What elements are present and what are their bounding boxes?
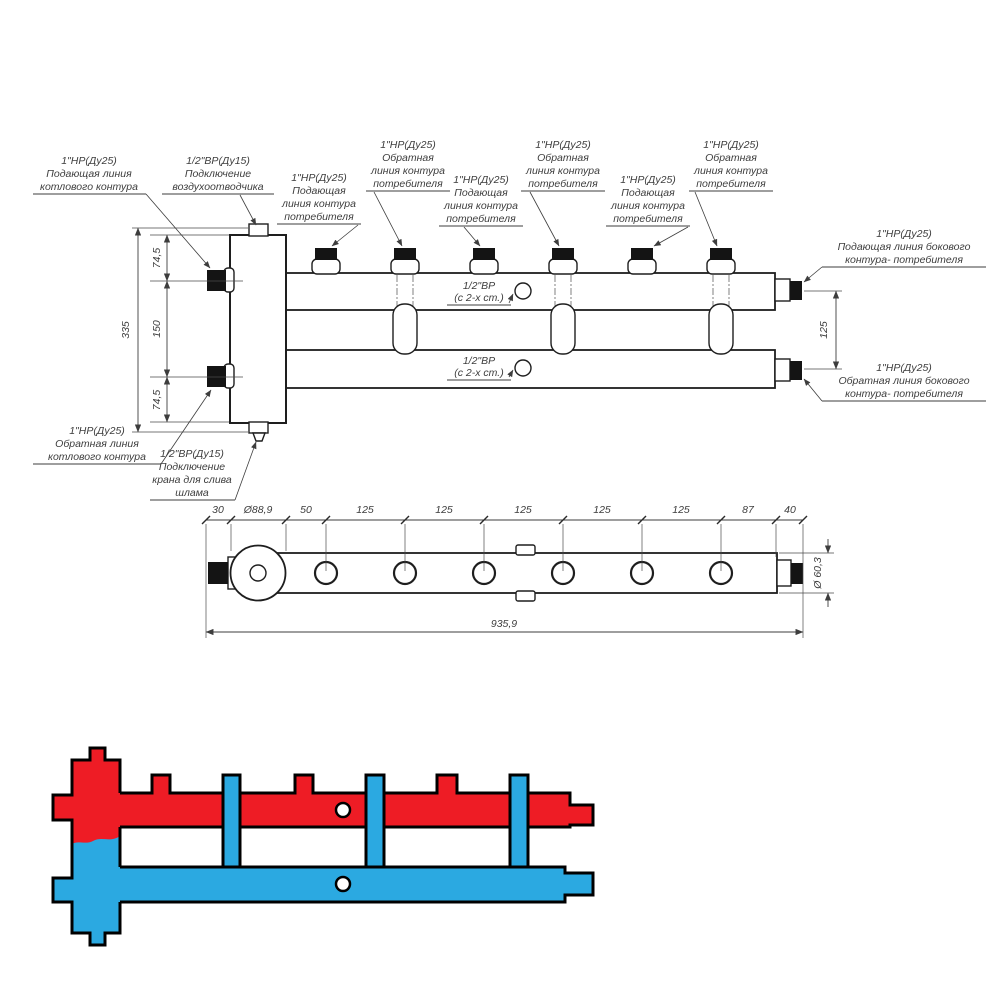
side-view-drawing	[207, 224, 802, 441]
drain-fitting	[249, 422, 268, 433]
consumer-ports	[312, 248, 735, 274]
callout-text: линия контура	[694, 165, 768, 177]
callout-text: Обратная линия	[55, 438, 139, 450]
callout-text: котлового контура	[39, 181, 139, 193]
callout-text: Обратная линия бокового	[838, 375, 970, 387]
callout-text: контура- потребителя	[845, 254, 963, 266]
supply-right-stub-fill	[570, 805, 593, 825]
callout-text: потребителя	[696, 178, 766, 190]
riser-2-fill	[366, 775, 384, 867]
riser-3	[709, 304, 733, 354]
callout-consumer-supply-2	[439, 174, 523, 246]
callout-text: Подающая	[292, 185, 346, 197]
callout-text: 1/2"ВР(Ду15)	[160, 448, 224, 460]
port-2-thread	[394, 248, 416, 260]
flow-schematic	[53, 748, 593, 945]
separator-body	[230, 235, 286, 423]
boiler-supply-stub-fill	[53, 795, 72, 820]
dim-side-ports-spacing: 125	[818, 321, 830, 339]
port-6-thread	[710, 248, 732, 260]
callout-text: Подключение	[184, 168, 252, 180]
dim-seg5: 125	[435, 504, 453, 516]
callout-text: котлового контура	[47, 451, 147, 463]
dim-seg3: 50	[300, 504, 312, 516]
callout-consumer-supply-3	[606, 174, 690, 246]
callout-text: потребителя	[446, 213, 516, 225]
dim-seg1: 30	[212, 504, 224, 516]
top-view-drawing	[208, 545, 803, 601]
callout-consumer-return-3	[689, 139, 773, 246]
side-supply-thread	[790, 281, 802, 300]
callout-consumer-return-1	[366, 139, 450, 246]
gauge-boss-return	[515, 360, 531, 376]
separator-inner-circle	[250, 565, 266, 581]
dim-bottom-offset: 74,5	[151, 389, 163, 411]
port-4-thread	[552, 248, 574, 260]
callout-text: Обратная	[537, 152, 589, 164]
riser-1	[393, 304, 417, 354]
callout-text: 1"НР(Ду25)	[69, 425, 125, 437]
riser-2	[551, 304, 575, 354]
callout-text: линия контура	[444, 200, 518, 212]
boiler-return-stub-fill	[53, 878, 72, 902]
callout-text: потребителя	[284, 211, 354, 223]
dim-seg10: 40	[784, 504, 796, 516]
callout-text: потребителя	[613, 213, 683, 225]
boiler-return-thread	[207, 366, 226, 387]
callout-consumer-return-2	[521, 139, 605, 246]
callout-text: линия контура	[371, 165, 445, 177]
dim-total-length: 935,9	[490, 618, 518, 630]
dim-seg7: 125	[593, 504, 611, 516]
port-1-thread	[315, 248, 337, 260]
callout-side-supply	[804, 228, 986, 282]
callout-text: 1"НР(Ду25)	[535, 139, 591, 151]
callout-text: 1"НР(Ду25)	[61, 155, 117, 167]
callout-text: Подключение	[158, 461, 226, 473]
separator-supply-fill	[72, 760, 120, 844]
right-port-thread	[791, 563, 803, 584]
callout-text: Обратная	[382, 152, 434, 164]
callout-text: шлама	[175, 487, 209, 499]
callout-text: 1"НР(Ду25)	[703, 139, 759, 151]
dim-seg9: 87	[742, 504, 754, 516]
callout-text: Подающая линия	[46, 168, 132, 180]
callout-consumer-supply-1	[277, 172, 361, 246]
left-port-thread	[208, 562, 228, 584]
callout-text: 1"НР(Ду25)	[291, 172, 347, 184]
callout-text: Подающая	[454, 187, 508, 199]
callout-text: потребителя	[528, 178, 598, 190]
callout-text: линия контура	[526, 165, 600, 177]
callout-text: 1/2"ВР	[462, 280, 496, 292]
port-5-thread	[631, 248, 653, 260]
boiler-supply-thread	[207, 270, 226, 291]
return-right-stub-fill	[565, 873, 593, 895]
callout-text: 1"НР(Ду25)	[380, 139, 436, 151]
callout-text: контура- потребителя	[845, 388, 963, 400]
gauge-boss-supply	[515, 283, 531, 299]
callout-text: линия контура	[611, 200, 685, 212]
callout-text: воздухоотводчика	[172, 181, 264, 193]
return-risers	[393, 304, 733, 354]
callout-text: 1"НР(Ду25)	[453, 174, 509, 186]
gauge-tab-top	[516, 545, 535, 555]
right-port-collar	[777, 560, 791, 586]
dim-top-offset: 74,5	[151, 247, 163, 269]
callout-text: 1"НР(Ду25)	[620, 174, 676, 186]
dim-seg6: 125	[514, 504, 532, 516]
supply-gauge-ring	[336, 803, 350, 817]
callout-text: Обратная	[705, 152, 757, 164]
side-return-thread	[790, 361, 802, 380]
callout-side-return	[804, 362, 986, 401]
dim-total-height: 335	[120, 321, 132, 339]
side-ports	[775, 279, 802, 381]
callout-text: Подающая линия бокового	[837, 241, 971, 253]
dim-pipe-diameter: Ø 60,3	[812, 557, 824, 589]
drain-nozzle	[253, 433, 265, 441]
riser-3-fill	[510, 775, 528, 867]
bottom-stub-fill	[90, 933, 105, 945]
callout-text: потребителя	[373, 178, 443, 190]
supply-stub-2-fill	[295, 775, 313, 794]
air-vent-fitting	[249, 224, 268, 236]
supply-stub-3-fill	[437, 775, 457, 794]
callout-text: (с 2-х ст.)	[454, 292, 504, 304]
callout-drain	[150, 442, 256, 500]
callout-text: (с 2-х ст.)	[454, 367, 504, 379]
callout-air-vent	[162, 155, 274, 225]
callout-text: 1"НР(Ду25)	[876, 228, 932, 240]
callout-text: крана для слива	[152, 474, 232, 486]
port-3-thread	[473, 248, 495, 260]
dim-port-spacing: 150	[151, 320, 163, 338]
riser-1-fill	[223, 775, 240, 867]
supply-stub-1-fill	[152, 775, 170, 794]
callout-boiler-supply	[33, 155, 210, 268]
dim-seg8: 125	[672, 504, 690, 516]
callout-text: Подающая	[621, 187, 675, 199]
callout-text: линия контура	[282, 198, 356, 210]
callout-text: 1"НР(Ду25)	[876, 362, 932, 374]
top-stub-fill	[90, 748, 105, 760]
callout-text: 1/2"ВР(Ду15)	[186, 155, 250, 167]
dim-seg2: Ø88,9	[243, 504, 273, 516]
callout-text: 1/2"ВР	[462, 355, 496, 367]
return-gauge-ring	[336, 877, 350, 891]
gauge-tab-bottom	[516, 591, 535, 601]
dim-seg4: 125	[356, 504, 374, 516]
